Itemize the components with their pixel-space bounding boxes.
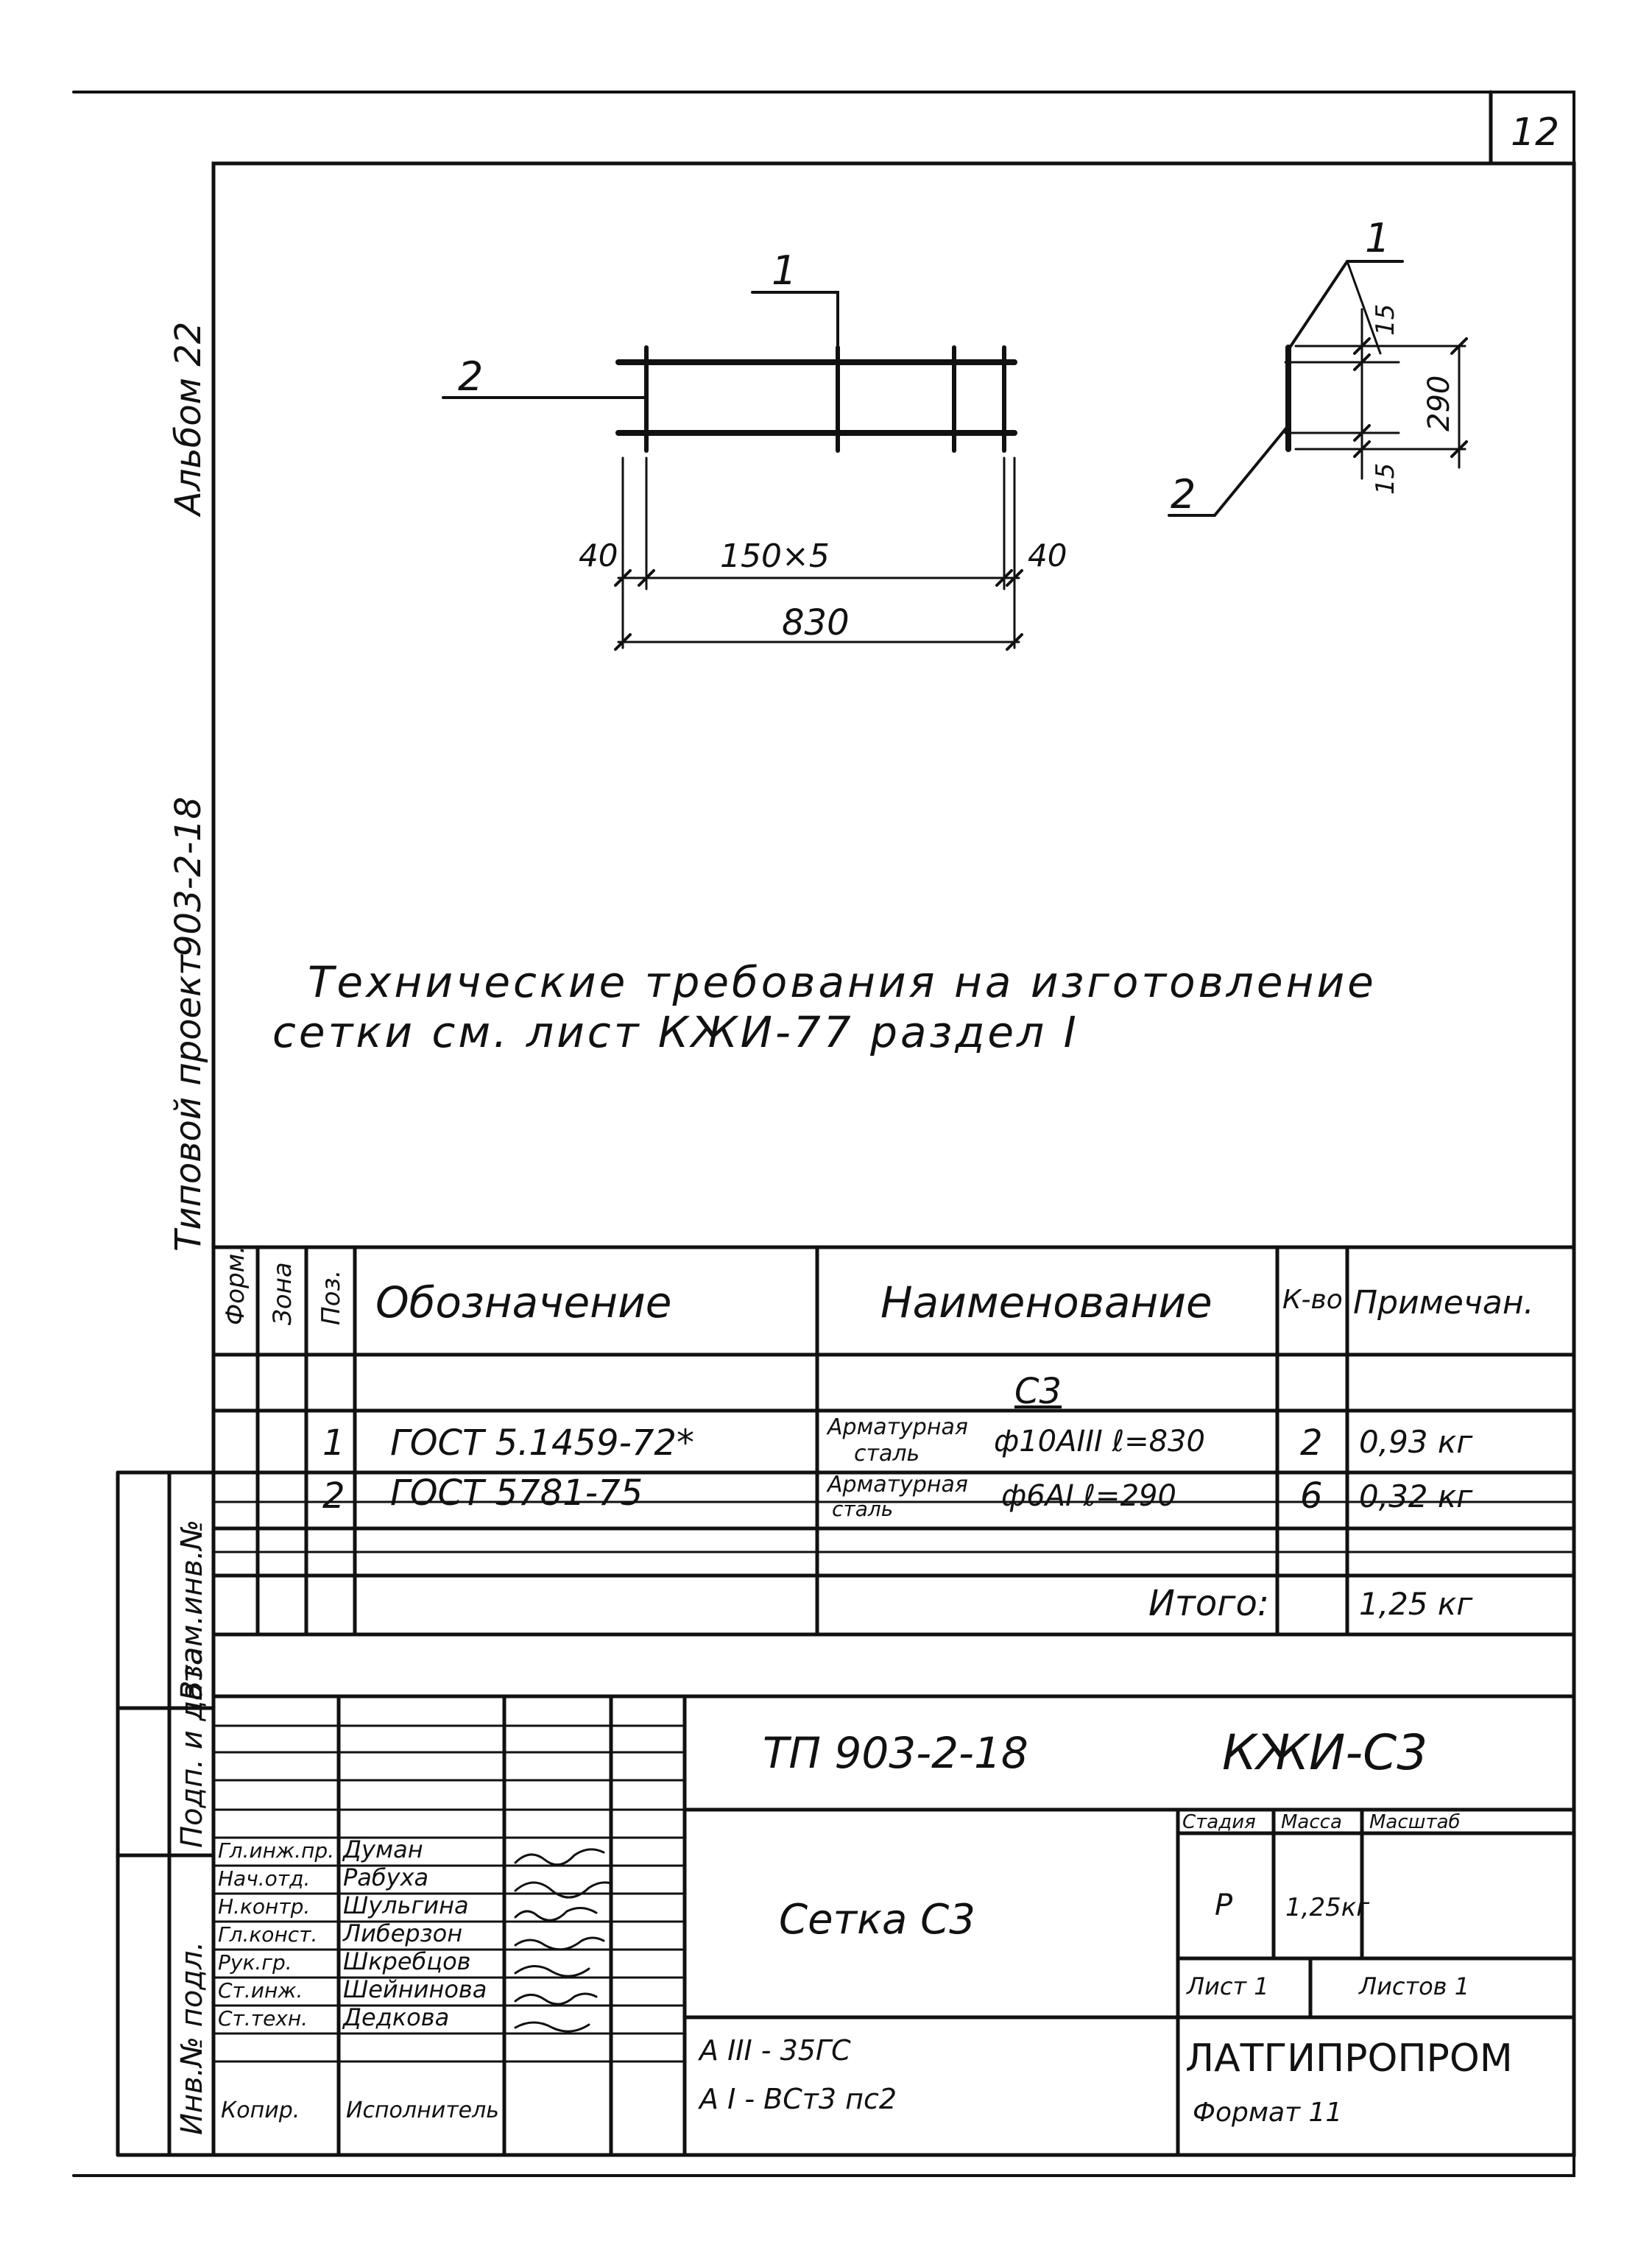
steel-line-1: А III - 35ГС — [699, 2034, 851, 2067]
role-4-name: Либерзон — [343, 1919, 463, 1947]
role-1: Гл.инж.пр. — [218, 1838, 335, 1863]
row-1-name-line1: Арматурная — [827, 1414, 968, 1440]
sheet-label: Лист 1 — [1187, 1972, 1269, 2000]
role-5-name: Шкребцов — [343, 1947, 471, 1975]
side-label-project-type: Типовой проект — [168, 954, 209, 1252]
header-note: Примечан. — [1353, 1284, 1534, 1322]
scale-header: Масштаб — [1369, 1811, 1461, 1833]
total-label: Итого: — [1148, 1583, 1269, 1624]
sheet-number: 12 — [1511, 110, 1560, 155]
project-code: ТП 903-2-18 — [763, 1728, 1028, 1778]
plan-dim-edge-left: 40 — [579, 537, 618, 574]
notes-line-2: сетки см. лист КЖИ-77 раздел I — [272, 1007, 1079, 1057]
copied-by: Исполнитель — [346, 2098, 499, 2123]
signatures — [515, 1849, 611, 2031]
plan-dim-spacing: 150×5 — [720, 537, 830, 575]
row-2-spec: ф6АI ℓ=290 — [1001, 1479, 1176, 1513]
plan-dim-total: 830 — [782, 602, 850, 643]
row-2-name-line1: Арматурная — [827, 1472, 968, 1498]
role-3: Н.контр. — [218, 1894, 311, 1919]
org-name: ЛАТГИПРОПРОМ — [1185, 2036, 1513, 2081]
strip-inv-repl: Взам.инв.№ — [175, 1519, 209, 1701]
row-2-note: 0,32 кг — [1359, 1478, 1473, 1514]
header-qty: К-во — [1282, 1285, 1343, 1315]
row-2-name-line2: сталь — [832, 1497, 894, 1521]
role-6: Ст.инж. — [218, 1978, 303, 2003]
mass-value: 1,25кг — [1285, 1893, 1370, 1922]
mass-header: Масса — [1281, 1811, 1342, 1833]
side-label-project-no: 903-2-18 — [168, 797, 209, 957]
notes-line-1: Технические требования на изготовление — [308, 957, 1377, 1007]
total-value: 1,25 кг — [1359, 1586, 1473, 1622]
role-7: Ст.техн. — [218, 2006, 308, 2031]
header-name: Наименование — [880, 1277, 1212, 1327]
row-1-name-line2: сталь — [854, 1441, 920, 1467]
stage-value: Р — [1215, 1888, 1233, 1922]
side-dim-height: 290 — [1422, 375, 1456, 431]
row-2-pos: 2 — [322, 1475, 345, 1517]
role-4: Гл.конст. — [218, 1922, 318, 1947]
strip-sign-date: Подп. и дата — [175, 1647, 209, 1848]
header-zone: Зона — [268, 1262, 297, 1325]
plan-bar-2-label: 2 — [458, 353, 484, 400]
side-dim-top: 15 — [1371, 303, 1400, 336]
header-designation: Обозначение — [375, 1277, 672, 1327]
role-3-name: Шульгина — [343, 1891, 469, 1919]
steel-line-2: А I - ВСт3 пс2 — [699, 2083, 897, 2115]
plan-bar-1-label: 1 — [772, 247, 797, 294]
role-1-name: Думан — [343, 1835, 423, 1863]
sheets-label: Листов 1 — [1359, 1972, 1470, 2000]
role-2-name: Рабуха — [343, 1863, 429, 1891]
copied-label: Копир. — [221, 2098, 300, 2123]
side-bar-2-label: 2 — [1171, 471, 1196, 518]
outer-border — [74, 92, 1574, 2176]
row-2-designation: ГОСТ 5781-75 — [390, 1472, 643, 1514]
format-label: Формат 11 — [1193, 2098, 1343, 2128]
strip-inv-orig: Инв.№ подл. — [175, 1941, 209, 2135]
row-1-qty: 2 — [1300, 1422, 1323, 1464]
group-title: С3 — [1014, 1371, 1062, 1412]
item-name: Сетка С3 — [779, 1896, 975, 1944]
row-1-designation: ГОСТ 5.1459-72* — [390, 1422, 694, 1464]
row-1-note: 0,93 кг — [1359, 1424, 1473, 1460]
role-2: Нач.отд. — [218, 1866, 311, 1891]
side-label-album: Альбом 22 — [168, 321, 209, 515]
row-1-spec: ф10АIII ℓ=830 — [994, 1425, 1205, 1458]
side-bar-1-label: 1 — [1365, 215, 1391, 261]
role-5: Рук.гр. — [218, 1950, 292, 1975]
header-format: Форм. — [221, 1245, 250, 1325]
row-2-qty: 6 — [1300, 1475, 1323, 1517]
plan-dim-edge-right: 40 — [1028, 537, 1067, 574]
role-6-name: Шейнинова — [343, 1975, 487, 2003]
role-7-name: Дедкова — [343, 2003, 450, 2031]
stage-header: Стадия — [1182, 1811, 1256, 1833]
header-pos: Поз. — [317, 1269, 346, 1325]
side-dim-bottom: 15 — [1371, 462, 1400, 495]
row-1-pos: 1 — [322, 1422, 345, 1464]
sheet-code: КЖИ-С3 — [1222, 1724, 1428, 1781]
